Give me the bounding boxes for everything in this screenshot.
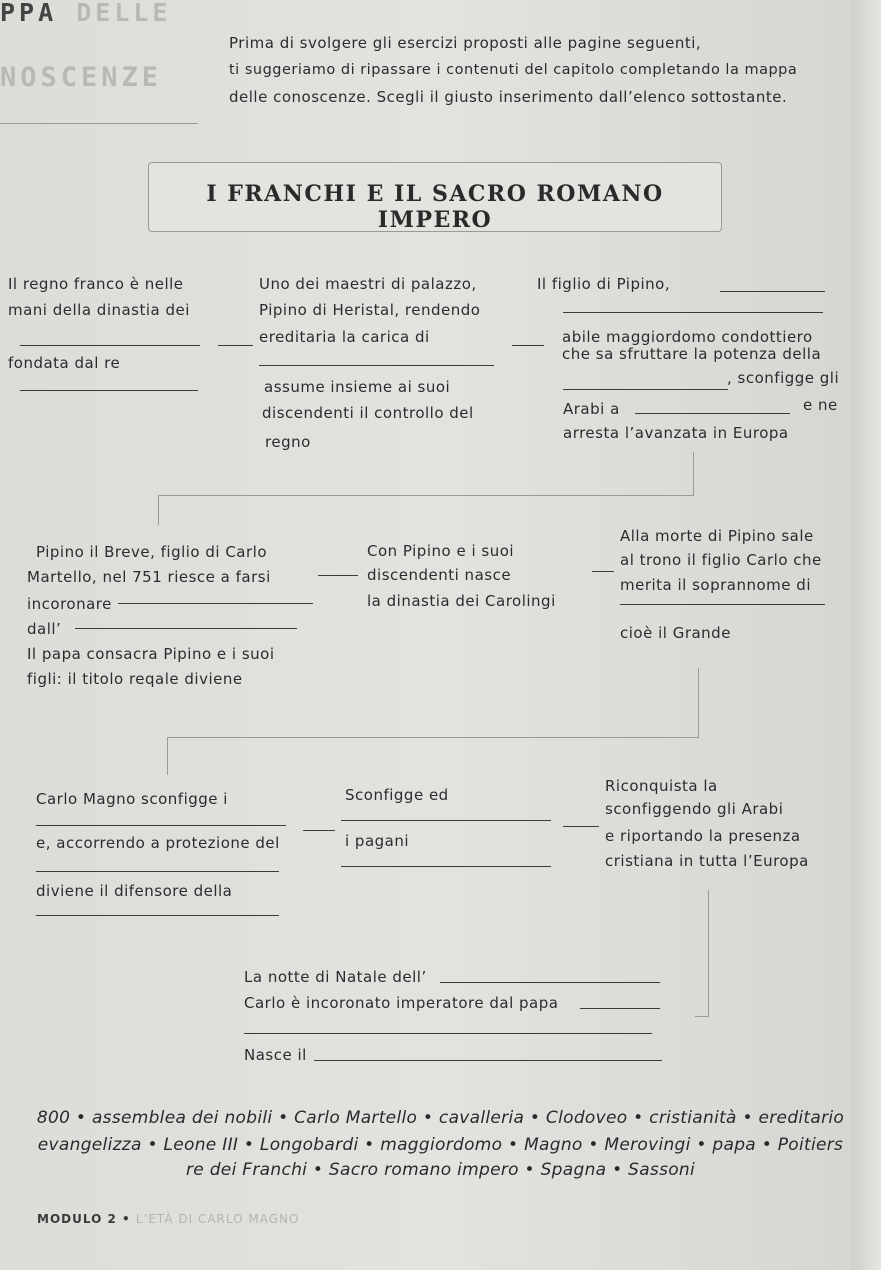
row3-col3-text: cristiana in tutta l’Europa xyxy=(605,852,809,870)
row3-col1-text: diviene il difensore della xyxy=(36,882,233,900)
row1-col3-text: arresta l’avanzata in Europa xyxy=(563,424,789,442)
row3-col3-text: sconfiggendo gli Arabi xyxy=(605,800,784,818)
row2-col2-text: Con Pipino e i suoi xyxy=(367,542,515,560)
row1-col3-text: e ne xyxy=(803,396,838,414)
blank-riconquista[interactable] xyxy=(563,826,599,827)
blank-pagani[interactable] xyxy=(341,866,551,867)
word-bank-line: evangelizza • Leone III • Longobardi • maggiordomo • Magno • Merovingi • papa • Poitiers xyxy=(37,1135,844,1155)
connector-bracket xyxy=(167,737,699,738)
blank-figlio[interactable] xyxy=(720,291,825,292)
connector-bracket xyxy=(158,495,159,525)
row1-col2-text: assume insieme ai suoi xyxy=(264,378,451,396)
blank-papa[interactable] xyxy=(580,1008,660,1009)
row1-col1-text: mani della dinastia dei xyxy=(8,301,190,319)
row2-col3-text: merita il soprannome di xyxy=(620,576,811,594)
row2-col1-text: Pipino il Breve, figlio di Carlo xyxy=(36,543,268,561)
row2-col1-text: incoronare xyxy=(27,595,112,613)
row1-col1-text: Il regno franco è nelle xyxy=(8,275,184,293)
map-title: I FRANCHI E IL SACRO ROMANO IMPERO xyxy=(206,181,664,233)
blank-sconfigge[interactable] xyxy=(36,825,286,826)
row3-col3-text: e riportando la presenza xyxy=(605,827,801,845)
blank-figlio-2[interactable] xyxy=(563,312,823,313)
word-bank-line: re dei Franchi • Sacro romano impero • Spagna • Sassoni xyxy=(185,1160,696,1180)
blank-ereditaria[interactable] xyxy=(218,345,253,346)
word-bank-line: 800 • assemblea dei nobili • Carlo Martello • cavalleria • Clodoveo • cristianità • ereditario xyxy=(36,1108,845,1128)
row1-col2-text: Pipino di Heristal, rendendo xyxy=(259,301,481,319)
section-heading-line2: NOSCENZE xyxy=(0,62,163,93)
heading-rule xyxy=(0,123,198,124)
heading-word-light: DELLE xyxy=(76,0,172,27)
row4-text: Nasce il xyxy=(244,1046,307,1064)
row1-col3-text: che sa sfruttare la potenza della xyxy=(562,345,822,363)
row2-col3-text: al trono il figlio Carlo che xyxy=(620,551,822,569)
row1-col2-text: ereditaria la carica di xyxy=(259,328,430,346)
blank-potenza[interactable] xyxy=(563,389,728,390)
row2-col1-text: Martello, nel 751 riesce a farsi xyxy=(27,568,271,586)
page-edge xyxy=(851,0,881,1270)
blank-dinastia[interactable] xyxy=(20,345,200,346)
footer-section: L’ETÀ DI CARLO MAGNO xyxy=(135,1212,300,1226)
row4-text: La notte di Natale dell’ xyxy=(244,968,427,986)
row2-col3-text: Alla morte di Pipino sale xyxy=(620,527,814,545)
row3-col2-text: i pagani xyxy=(345,832,410,850)
row2-col1-text: figli: il titolo reqale diviene xyxy=(27,670,243,688)
row3-col1-text: Carlo Magno sconfigge i xyxy=(36,790,228,808)
blank-dall[interactable] xyxy=(75,628,297,629)
connector-bracket xyxy=(708,890,709,1017)
row1-col3-text: , sconfigge gli xyxy=(727,369,840,387)
blank-morte[interactable] xyxy=(592,571,614,572)
row2-col1-text: dall’ xyxy=(27,620,62,638)
row2-col2-text: discendenti nasce xyxy=(367,566,512,584)
connector-bracket xyxy=(695,1016,709,1017)
section-heading-line1 xyxy=(0,0,171,27)
row3-col3-text: Riconquista la xyxy=(605,777,718,795)
instruction-line: ti suggeriamo di ripassare i contenuti del capitolo completando la mappa xyxy=(229,62,798,78)
row3-col2-text: Sconfigge ed xyxy=(345,786,449,804)
footer-module: MODULO 2 • xyxy=(37,1212,131,1226)
row1-col2-text: regno xyxy=(265,433,311,451)
blank-abile[interactable] xyxy=(512,345,544,346)
blank-pagani-pre[interactable] xyxy=(303,830,335,831)
connector-bracket xyxy=(693,452,694,496)
blank-protezione[interactable] xyxy=(36,871,279,872)
blank-natale[interactable] xyxy=(440,982,660,983)
row2-col3-text: cioè il Grande xyxy=(620,624,731,642)
row2-col1-text: Il papa consacra Pipino e i suoi xyxy=(27,645,275,663)
blank-nasce-impero[interactable] xyxy=(314,1060,662,1061)
row3-col1-text: e, accorrendo a protezione del xyxy=(36,834,280,852)
connector-bracket xyxy=(167,737,168,775)
heading-word-dark: PPA xyxy=(0,0,58,27)
row1-col3-text: Il figlio di Pipino, xyxy=(537,275,671,293)
blank-carica[interactable] xyxy=(259,365,494,366)
row1-col1-text: fondata dal re xyxy=(8,354,121,372)
row1-col3-text: abile maggiordomo condottiero xyxy=(562,328,813,346)
connector-bracket xyxy=(158,495,694,496)
page-footer xyxy=(37,1212,299,1226)
instruction-line: Prima di svolgere gli esercizi proposti alle pagine seguenti, xyxy=(229,34,702,52)
blank-nasce[interactable] xyxy=(318,575,358,576)
map-title-box xyxy=(148,162,722,232)
connector-bracket xyxy=(698,668,699,738)
row2-col2-text: la dinastia dei Carolingi xyxy=(367,592,556,610)
row1-col3-text: Arabi a xyxy=(563,400,620,418)
blank-poitiers[interactable] xyxy=(635,413,790,414)
instruction-line: delle conoscenze. Scegli il giusto inserimento dall’elenco sottostante. xyxy=(229,88,788,106)
blank-soprannome[interactable] xyxy=(620,604,825,605)
blank-sconfigge-ed[interactable] xyxy=(341,820,551,821)
row4-text: Carlo è incoronato imperatore dal papa xyxy=(244,994,559,1012)
blank-difensore[interactable] xyxy=(36,915,279,916)
row1-col2-text: discendenti il controllo del xyxy=(262,404,474,422)
blank-incoronato[interactable] xyxy=(244,1033,652,1034)
blank-incoronare[interactable] xyxy=(118,603,313,604)
blank-re[interactable] xyxy=(20,390,198,391)
row1-col2-text: Uno dei maestri di palazzo, xyxy=(259,275,477,293)
